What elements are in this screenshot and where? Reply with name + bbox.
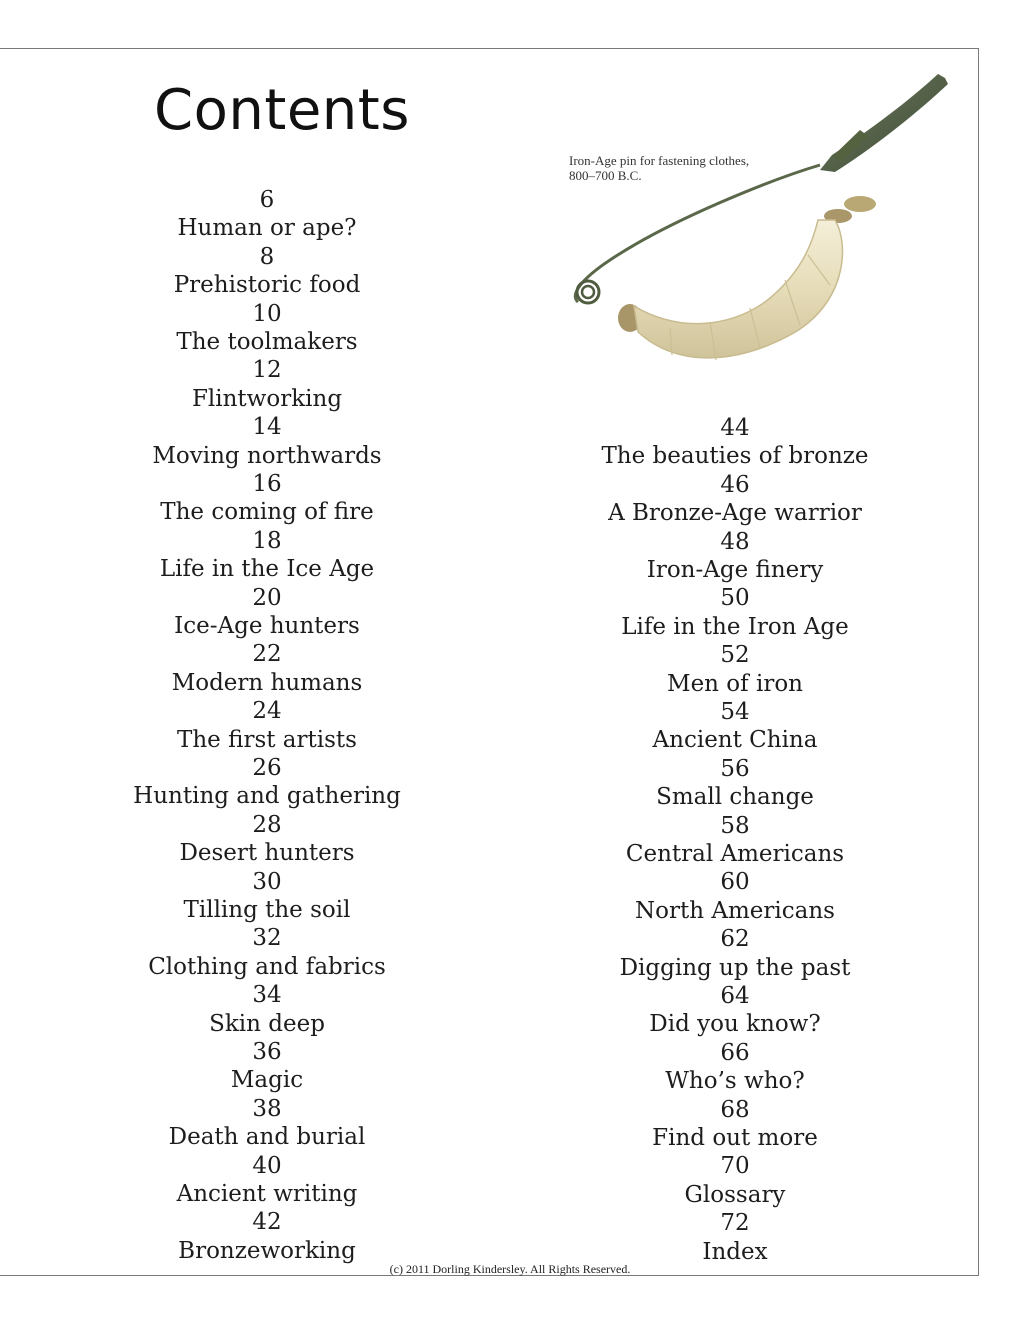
chapter-title: Clothing and fabrics xyxy=(148,953,386,980)
chapter-title: The beauties of bronze xyxy=(601,443,869,470)
page-number: 32 xyxy=(252,925,282,952)
contents-entry[interactable] xyxy=(585,1096,885,1153)
chapter-title: Skin deep xyxy=(209,1010,325,1037)
page-number: 52 xyxy=(720,642,750,669)
chapter-title: Moving northwards xyxy=(152,442,382,469)
page-number: 70 xyxy=(720,1153,750,1180)
page-number: 62 xyxy=(720,926,750,953)
contents-column-left xyxy=(117,186,417,1265)
chapter-title: Central Americans xyxy=(625,840,845,867)
iron-age-pin-image xyxy=(550,70,960,420)
contents-entry[interactable] xyxy=(585,641,885,698)
contents-entry[interactable] xyxy=(117,1038,417,1095)
contents-entry[interactable] xyxy=(117,186,417,243)
page-number: 58 xyxy=(720,812,750,839)
page-number: 72 xyxy=(720,1210,750,1237)
contents-entry[interactable] xyxy=(585,812,885,869)
contents-entry[interactable] xyxy=(117,811,417,868)
contents-entry[interactable] xyxy=(585,1152,885,1209)
page-title: Contents xyxy=(154,78,410,143)
contents-entry[interactable] xyxy=(585,982,885,1039)
contents-entry[interactable] xyxy=(117,243,417,300)
page-number: 20 xyxy=(252,584,282,611)
chapter-title: Iron-Age finery xyxy=(646,557,824,583)
page-number: 46 xyxy=(720,471,750,498)
chapter-title: Did you know? xyxy=(649,1011,821,1038)
contents-entry[interactable] xyxy=(117,754,417,811)
contents-entry[interactable] xyxy=(585,1209,885,1266)
chapter-title: Magic xyxy=(230,1067,304,1094)
page-number: 40 xyxy=(252,1152,282,1179)
copyright-text: (c) 2011 Dorling Kindersley. All Rights Reserved. xyxy=(389,1262,631,1276)
contents-entry[interactable] xyxy=(117,1208,417,1265)
chapter-title: Life in the Ice Age xyxy=(159,556,375,583)
page-number: 34 xyxy=(252,982,282,1009)
page-number: 8 xyxy=(259,243,275,270)
contents-column-right xyxy=(585,414,885,1266)
contents-entry[interactable] xyxy=(117,527,417,584)
contents-entry[interactable] xyxy=(585,1039,885,1096)
chapter-title: Flintworking xyxy=(191,385,343,412)
page-number: 66 xyxy=(720,1039,750,1066)
contents-entry[interactable] xyxy=(117,1095,417,1152)
chapter-title: Tilling the soil xyxy=(183,896,351,923)
contents-entry[interactable] xyxy=(117,300,417,357)
contents-entry[interactable] xyxy=(585,414,885,471)
chapter-title: Ice-Age hunters xyxy=(174,612,360,639)
contents-entry[interactable] xyxy=(117,924,417,981)
chapter-title: Who’s who? xyxy=(665,1068,805,1095)
page-number: 10 xyxy=(252,300,282,327)
chapter-title: Modern humans xyxy=(171,669,363,696)
page-number: 16 xyxy=(252,470,282,497)
contents-entry[interactable] xyxy=(585,755,885,812)
chapter-title: Human or ape? xyxy=(177,215,357,242)
contents-entry[interactable] xyxy=(585,528,885,585)
page-number: 60 xyxy=(720,869,750,896)
page-number: 38 xyxy=(252,1095,282,1122)
page-number: 42 xyxy=(252,1209,282,1236)
page-number: 22 xyxy=(252,641,282,668)
page-number: 56 xyxy=(720,755,750,782)
contents-entry[interactable] xyxy=(117,356,417,413)
chapter-title: Hunting and gathering xyxy=(133,783,401,810)
contents-entry[interactable] xyxy=(585,868,885,925)
page-number: 14 xyxy=(252,414,282,441)
page-number: 68 xyxy=(720,1096,750,1123)
copyright-footer xyxy=(0,1262,1020,1277)
chapter-title: North Americans xyxy=(635,897,835,924)
contents-entry[interactable] xyxy=(585,584,885,641)
chapter-title: Glossary xyxy=(684,1181,786,1208)
page-number: 50 xyxy=(720,585,750,612)
page-number: 6 xyxy=(259,187,275,213)
page-number: 64 xyxy=(720,982,750,1009)
page-number: 54 xyxy=(720,698,750,725)
page-number: 28 xyxy=(252,811,282,838)
contents-entry[interactable] xyxy=(585,925,885,982)
contents-entry[interactable] xyxy=(117,1152,417,1209)
contents-entry[interactable] xyxy=(117,470,417,527)
chapter-title: Bronzeworking xyxy=(178,1237,356,1264)
page-number: 24 xyxy=(252,698,282,725)
chapter-title: Small change xyxy=(656,784,814,811)
chapter-title: The toolmakers xyxy=(176,329,358,355)
chapter-title: Men of iron xyxy=(667,670,803,697)
contents-entry[interactable] xyxy=(117,640,417,697)
page-number: 36 xyxy=(252,1038,282,1065)
chapter-title: Find out more xyxy=(652,1124,818,1151)
chapter-title: A Bronze-Age warrior xyxy=(608,500,862,527)
page-number: 44 xyxy=(720,415,750,441)
contents-entry[interactable] xyxy=(117,413,417,470)
chapter-title: The first artists xyxy=(177,726,357,753)
chapter-title: Life in the Iron Age xyxy=(621,613,849,640)
page-number: 48 xyxy=(720,528,750,555)
page-number: 30 xyxy=(252,868,282,895)
page-number: 12 xyxy=(252,357,282,384)
page-number: 26 xyxy=(252,754,282,781)
chapter-title: Ancient writing xyxy=(176,1180,358,1207)
chapter-title: Prehistoric food xyxy=(173,272,361,299)
contents-entry[interactable] xyxy=(117,868,417,925)
image-caption: Iron-Age pin for fastening clothes, 800–700 B.C. xyxy=(569,153,750,183)
chapter-title: Ancient China xyxy=(652,727,818,754)
chapter-title: Digging up the past xyxy=(619,954,851,981)
contents-entry[interactable] xyxy=(117,584,417,641)
page-number: 18 xyxy=(252,527,282,554)
contents-entry[interactable] xyxy=(117,981,417,1038)
chapter-title: Desert hunters xyxy=(179,840,355,867)
contents-entry[interactable] xyxy=(585,698,885,755)
chapter-title: The coming of fire xyxy=(160,499,374,526)
chapter-title: Index xyxy=(702,1238,768,1265)
contents-entry[interactable] xyxy=(117,697,417,754)
contents-entry[interactable] xyxy=(585,471,885,528)
chapter-title: Death and burial xyxy=(168,1124,366,1151)
